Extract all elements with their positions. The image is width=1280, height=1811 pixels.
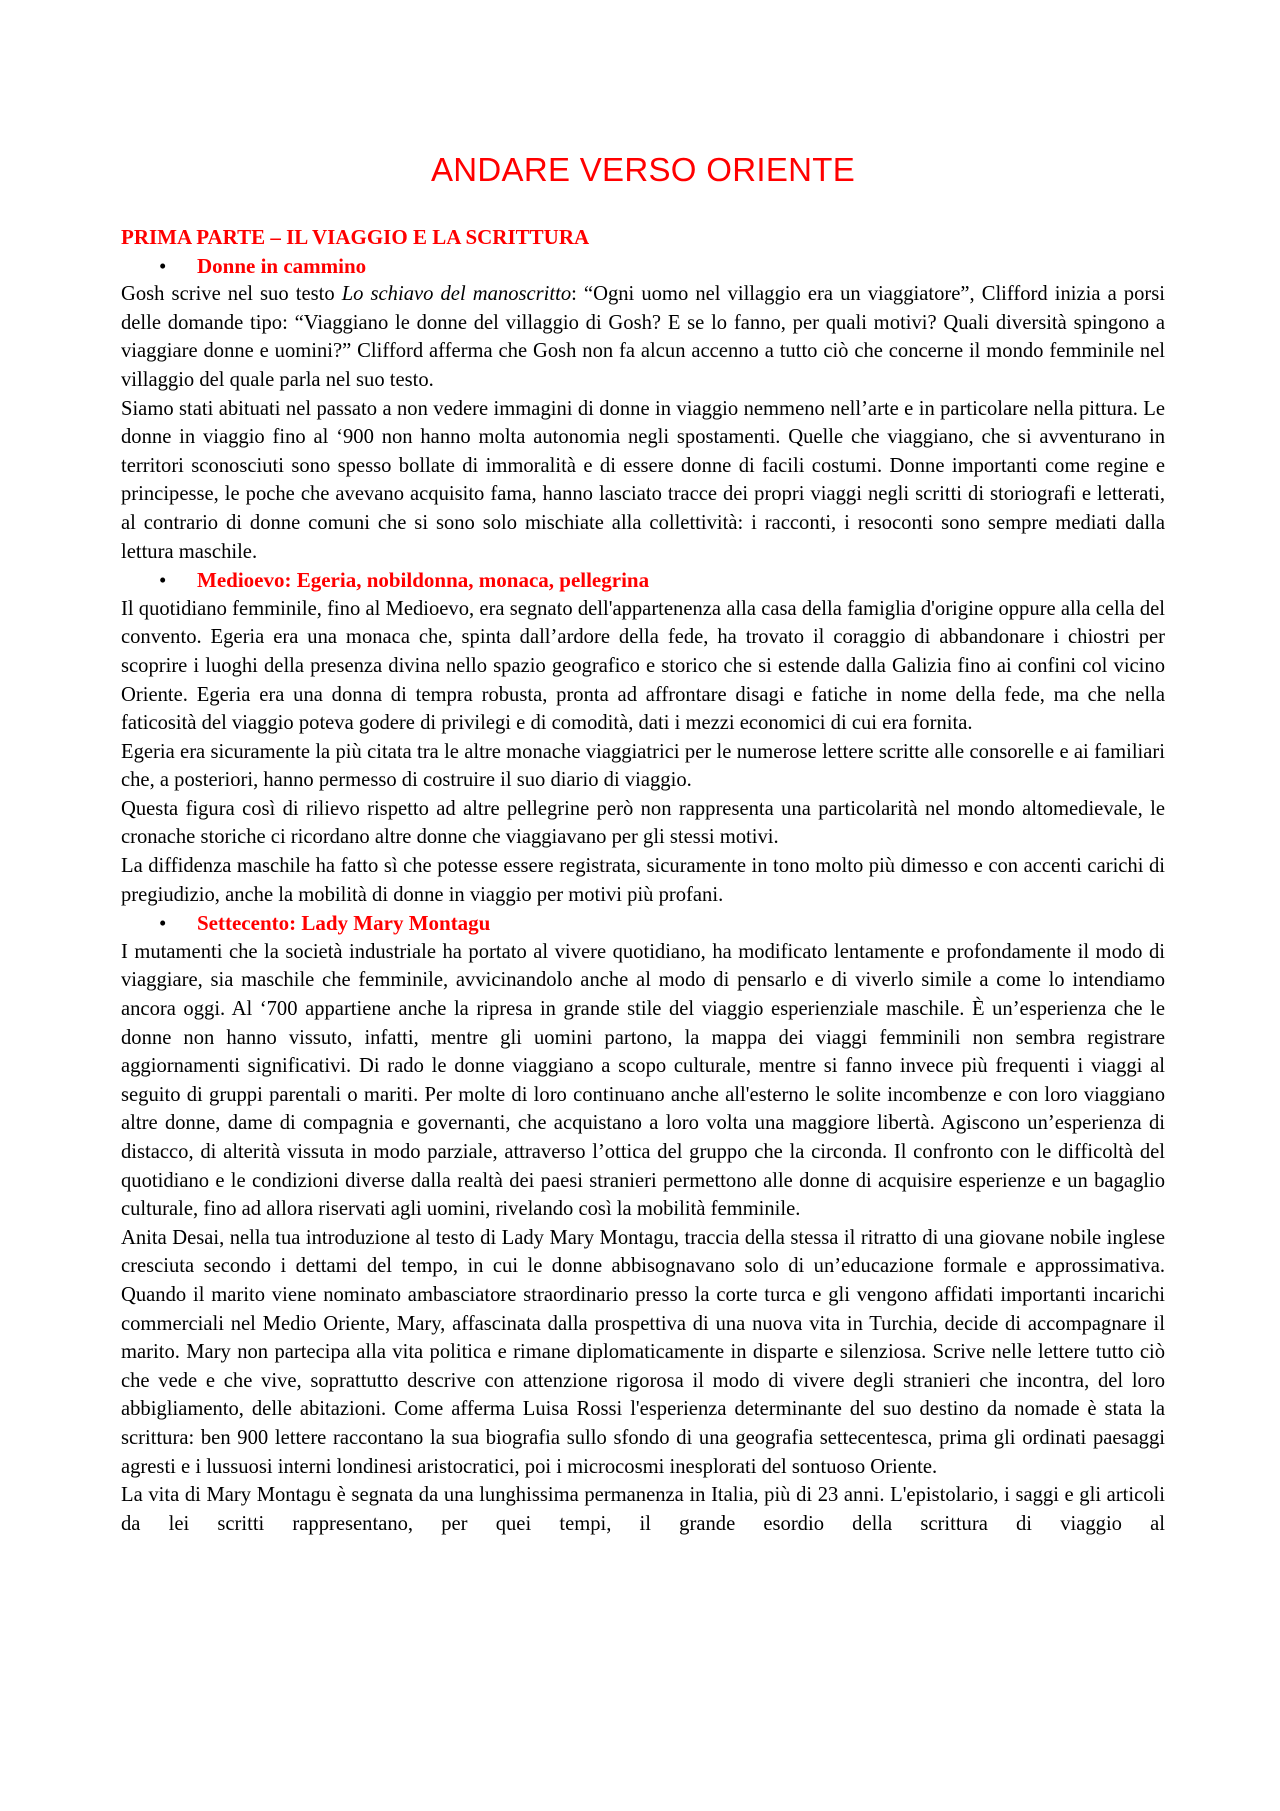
paragraph: I mutamenti che la società industriale ha portato al vivere quotidiano, ha modificato lentamente e profondamente il modo di viaggiare, sia maschile che femminile, avvicinandolo anche al modo di pensarlo e di viverlo simile a come lo intendiamo ancora oggi. Al ‘700 appartiene anche la ripresa in grande stile del viaggio esperienziale maschile. È un’esperienza che le donne non hanno vissuto, infatti, mentre gli uomini partono, la mappa dei viaggi femminili non sembra registrare aggiornamenti significativi. Di rado le donne viaggiano a scopo culturale, mentre si fanno invece più frequenti i viaggi al seguito di gruppi parentali o mariti. Per molte di loro continuano anche all'esterno le solite incombenze e con loro viaggiano altre donne, dame di compagnia e governanti, che acquistano a loro volta una maggiore libertà. Agiscono un’esperienza di distacco, di alterità vissuta in modo parziale, attraverso l’ottica del gruppo che la circonda. Il confronto con le difficoltà del quotidiano e le condizioni diverse dalla realtà dei paesi stranieri permettono alle donne di acquisire esperienze e un bagaglio culturale, fino ad allora riservati agli uomini, rivelando così la mobilità femminile.: [121, 940, 1165, 1221]
paragraph: Il quotidiano femminile, fino al Medioevo, era segnato dell'appartenenza alla casa della famiglia d'origine oppure alla cella del convento. Egeria era una monaca che, spinta dall’ardore della fede, ha trovato il coraggio di abbandonare i chiostri per scoprire i luoghi della presenza divina nello spazio geografico e storico che si estende dalla Galizia fino ai confini col vicino Oriente. Egeria era una donna di tempra robusta, pronta ad affrontare disagi e fatiche in nome della fede, ma che nella faticosità del viaggio poteva godere di privilegi e di comodità, dati i mezzi economici di cui era fornita.: [121, 597, 1165, 735]
section-heading-settecento: [121, 909, 1165, 938]
document-body: [121, 223, 1165, 1538]
paragraph: Questa figura così di rilievo rispetto ad altre pellegrine però non rappresenta una particolarità nel mondo altomedievale, le cronache storiche ci ricordano altre donne che viaggiavano per gli stessi motivi.: [121, 797, 1165, 849]
document-title: ANDARE VERSO ORIENTE: [430, 151, 856, 188]
paragraph: Egeria era sicuramente la più citata tra le altre monache viaggiatrici per le numerose lettere scritte alle consorelle e ai familiari che, a posteriori, hanno permesso di costruire il suo diario di viaggio.: [121, 740, 1165, 792]
bullet-icon: •: [159, 911, 167, 936]
section-heading-label: Settecento: Lady Mary Montagu: [197, 911, 491, 936]
section-heading-medioevo: [121, 566, 1165, 595]
book-title: Lo schiavo del manoscritto: [341, 283, 572, 306]
section-heading-label: Donne in cammino: [197, 253, 367, 278]
paragraph: Anita Desai, nella tua introduzione al testo di Lady Mary Montagu, traccia della stessa il ritratto di una giovane nobile inglese cresciuta secondo i dettami del tempo, in cui le donne abbisognavano solo di un’educazione formale e approssimativa. Quando il marito viene nominato ambasciatore straordinario presso la corte turca e gli vengono affidati importanti incarichi commerciali nel Medio Oriente, Mary, affascinata dalla prospettiva di una nuova vita in Turchia, decide di accompagnare il marito. Mary non partecipa alla vita politica e rimane diplomaticamente in disparte e silenziosa. Scrive nelle lettere tutto ciò che vede e che vive, soprattutto descrive con attenzione rigorosa il modo di vivere degli stranieri che incontra, del loro abbigliamento, delle abitazioni. Come afferma Luisa Rossi l'esperienza determinante del suo destino da nomade è stata la scrittura: ben 900 lettere raccontano la sua biografia sullo sfondo di una geografia settecentesca, prima gli ordinati paesaggi agresti e i lussuosi interni londinesi aristocratici, poi i microcosmi inesplorati del sontuoso Oriente.: [121, 1226, 1165, 1478]
bullet-icon: •: [159, 253, 167, 278]
bullet-icon: •: [159, 568, 167, 593]
paragraph: La diffidenza maschile ha fatto sì che potesse essere registrata, sicuramente in tono molto più dimesso e con accenti carichi di pregiudizio, anche la mobilità di donne in viaggio per motivi più profani.: [121, 855, 1165, 906]
paragraph: La vita di Mary Montagu è segnata da una lunghissima permanenza in Italia, più di 23 anni. L'epistolario, i saggi e gli articoli da lei scritti rappresentano, per quei tempi, il grande esordio della scrittura di viaggio al: [121, 1484, 1165, 1535]
document-page: [121, 0, 1165, 1811]
part-heading: PRIMA PARTE – IL VIAGGIO E LA SCRITTURA: [121, 225, 590, 249]
section-heading-donne-in-cammino: [121, 252, 1165, 281]
section-heading-label: Medioevo: Egeria, nobildonna, monaca, pellegrina: [197, 568, 650, 593]
paragraph: Siamo stati abituati nel passato a non vedere immagini di donne in viaggio nemmeno nell’arte e in particolare nella pittura. Le donne in viaggio fino al ‘900 non hanno molta autonomia negli spostamenti. Quelle che viaggiano, che si avventurano in territori sconosciuti sono spesso bollate di immoralità e di essere donne di facili costumi. Donne importanti come regine e principesse, le poche che avevano acquisito fama, hanno lasciato tracce dei propri viaggi negli scritti di storiografi e letterati, al contrario di donne comuni che si sono solo mischiate alla collettività: i racconti, i resoconti sono sempre mediati dalla lettura maschile.: [121, 397, 1165, 563]
paragraph: Gosh scrive nel suo testo Lo schiavo del manoscritto: “Ogni uomo nel villaggio era un viaggiatore”, Clifford inizia a porsi delle domande tipo: “Viaggiano le donne del villaggio di Gosh? E se lo fanno, per quali motivi? Quali diversità spingono a viaggiare donne e uomini?” Clifford afferma che Gosh non fa alcun accenno a tutto ciò che concerne il mondo femminile nel villaggio del quale parla nel suo testo.: [121, 283, 1165, 391]
